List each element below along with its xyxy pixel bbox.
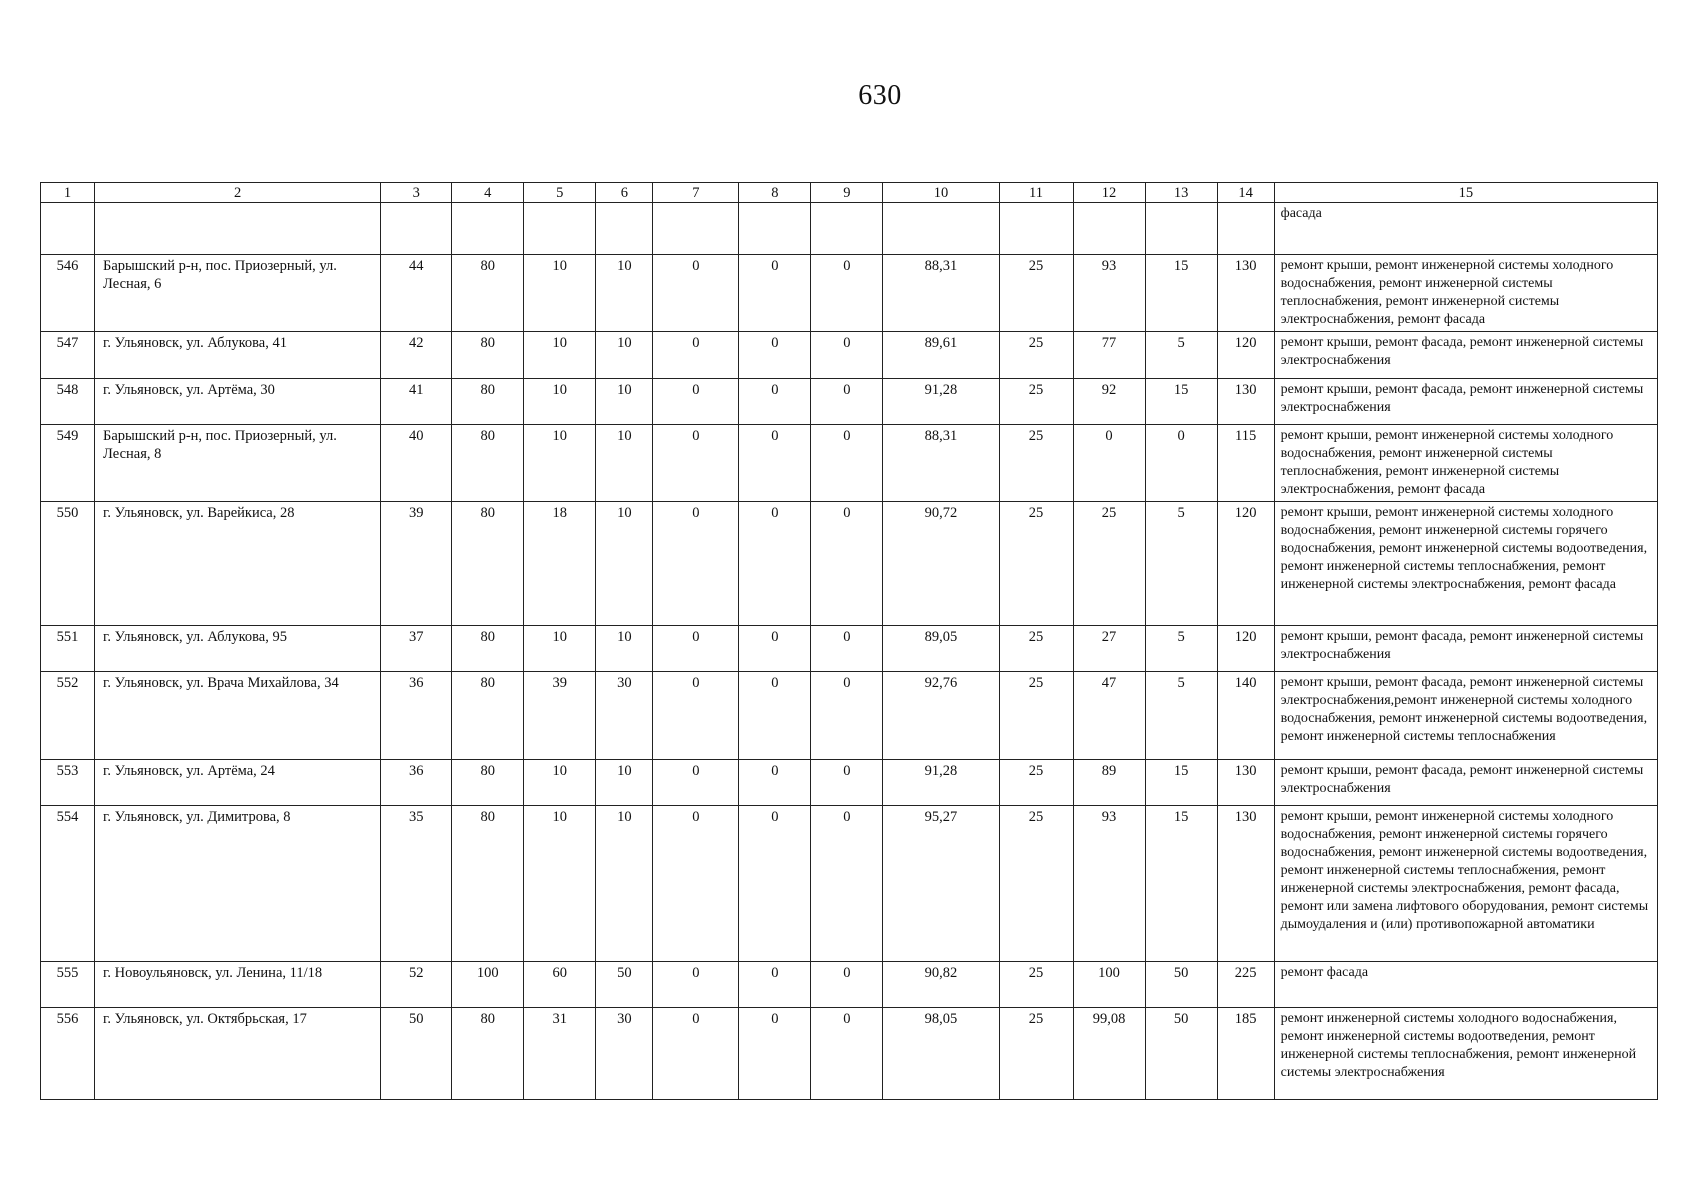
cell-value-col-6: 10 xyxy=(596,255,653,332)
table-row xyxy=(41,760,1658,806)
column-header-12: 12 xyxy=(1073,183,1145,203)
cell-value-col-3: 41 xyxy=(381,379,452,425)
cell-value-col-7: 0 xyxy=(653,332,739,379)
cell-value-col-5: 10 xyxy=(524,379,596,425)
cell-value-col-3: 36 xyxy=(381,760,452,806)
cell-value-col-5: 18 xyxy=(524,502,596,626)
cell-value-col-4: 80 xyxy=(452,425,524,502)
cell-value-col-10: 95,27 xyxy=(883,806,999,962)
cell-value-col-5: 10 xyxy=(524,255,596,332)
cell-value-col-11: 25 xyxy=(999,626,1073,672)
cell-value-col-5: 10 xyxy=(524,806,596,962)
cell-row-number: 550 xyxy=(41,502,95,626)
cell-value-col-9: 0 xyxy=(811,962,883,1008)
cell-value-col-8: 0 xyxy=(739,760,811,806)
cell-empty xyxy=(1145,203,1217,255)
cell-value-col-11: 25 xyxy=(999,760,1073,806)
column-header-9: 9 xyxy=(811,183,883,203)
cell-value-col-3: 50 xyxy=(381,1008,452,1100)
cell-value-col-8: 0 xyxy=(739,806,811,962)
cell-value-col-14: 120 xyxy=(1217,332,1274,379)
cell-value-col-5: 10 xyxy=(524,332,596,379)
cell-value-col-14: 130 xyxy=(1217,379,1274,425)
cell-value-col-7: 0 xyxy=(653,962,739,1008)
cell-value-col-3: 39 xyxy=(381,502,452,626)
continuation-row xyxy=(41,203,1658,255)
cell-value-col-6: 10 xyxy=(596,626,653,672)
cell-value-col-7: 0 xyxy=(653,626,739,672)
cell-value-col-13: 5 xyxy=(1145,332,1217,379)
cell-value-col-13: 5 xyxy=(1145,672,1217,760)
cell-works: ремонт крыши, ремонт фасада, ремонт инженерной системы электроснабжения,ремонт инженерной системы холодного водоснабжения, ремонт инженерной системы водоотведения, ремонт инженерной системы теплоснабжения xyxy=(1274,672,1657,760)
cell-works: ремонт крыши, ремонт фасада, ремонт инженерной системы электроснабжения xyxy=(1274,626,1657,672)
registry-table xyxy=(40,182,1658,1100)
cell-value-col-12: 47 xyxy=(1073,672,1145,760)
cell-works: ремонт крыши, ремонт инженерной системы холодного водоснабжения, ремонт инженерной системы горячего водоснабжения, ремонт инженерной системы водоотведения, ремонт инженерной системы теплоснабжения, ремонт инженерной системы электроснабжения, ремонт фасада, ремонт или замена лифтового оборудования, ремонт системы дымоудаления и (или) противопожарной автоматики xyxy=(1274,806,1657,962)
cell-value-col-3: 44 xyxy=(381,255,452,332)
cell-value-col-7: 0 xyxy=(653,502,739,626)
cell-value-col-7: 0 xyxy=(653,1008,739,1100)
cell-works: ремонт крыши, ремонт фасада, ремонт инженерной системы электроснабжения xyxy=(1274,379,1657,425)
cell-empty xyxy=(1073,203,1145,255)
cell-address: г. Ульяновск, ул. Димитрова, 8 xyxy=(95,806,381,962)
cell-value-col-12: 25 xyxy=(1073,502,1145,626)
column-header-5: 5 xyxy=(524,183,596,203)
table-row xyxy=(41,672,1658,760)
cell-address: Барышский р-н, пос. Приозерный, ул. Лесная, 8 xyxy=(95,425,381,502)
cell-value-col-13: 50 xyxy=(1145,962,1217,1008)
cell-value-col-13: 15 xyxy=(1145,806,1217,962)
cell-empty xyxy=(883,203,999,255)
cell-value-col-8: 0 xyxy=(739,255,811,332)
column-header-6: 6 xyxy=(596,183,653,203)
cell-address: г. Новоульяновск, ул. Ленина, 11/18 xyxy=(95,962,381,1008)
table-body xyxy=(41,203,1658,1100)
cell-value-col-9: 0 xyxy=(811,626,883,672)
cell-value-col-13: 15 xyxy=(1145,255,1217,332)
cell-value-col-7: 0 xyxy=(653,760,739,806)
cell-value-col-10: 91,28 xyxy=(883,379,999,425)
cell-value-col-13: 5 xyxy=(1145,502,1217,626)
cell-empty xyxy=(41,203,95,255)
cell-value-col-6: 30 xyxy=(596,1008,653,1100)
cell-value-col-4: 80 xyxy=(452,626,524,672)
cell-value-col-11: 25 xyxy=(999,379,1073,425)
cell-value-col-12: 77 xyxy=(1073,332,1145,379)
cell-value-col-12: 100 xyxy=(1073,962,1145,1008)
cell-empty xyxy=(653,203,739,255)
cell-works-continuation: фасада xyxy=(1274,203,1657,255)
cell-address: г. Ульяновск, ул. Врача Михайлова, 34 xyxy=(95,672,381,760)
cell-value-col-6: 10 xyxy=(596,425,653,502)
table-row xyxy=(41,1008,1658,1100)
cell-value-col-4: 80 xyxy=(452,1008,524,1100)
cell-row-number: 547 xyxy=(41,332,95,379)
cell-works: ремонт крыши, ремонт инженерной системы холодного водоснабжения, ремонт инженерной системы горячего водоснабжения, ремонт инженерной системы водоотведения, ремонт инженерной системы теплоснабжения, ремонт инженерной системы электроснабжения, ремонт фасада xyxy=(1274,502,1657,626)
table-row xyxy=(41,379,1658,425)
cell-value-col-9: 0 xyxy=(811,672,883,760)
cell-row-number: 549 xyxy=(41,425,95,502)
cell-value-col-9: 0 xyxy=(811,425,883,502)
cell-value-col-9: 0 xyxy=(811,332,883,379)
cell-address: г. Ульяновск, ул. Варейкиса, 28 xyxy=(95,502,381,626)
cell-value-col-7: 0 xyxy=(653,255,739,332)
cell-value-col-10: 89,05 xyxy=(883,626,999,672)
cell-value-col-12: 92 xyxy=(1073,379,1145,425)
cell-value-col-10: 88,31 xyxy=(883,425,999,502)
cell-value-col-14: 130 xyxy=(1217,255,1274,332)
table-row xyxy=(41,502,1658,626)
column-header-2: 2 xyxy=(95,183,381,203)
registry-table-container xyxy=(40,182,1658,1100)
cell-value-col-4: 80 xyxy=(452,672,524,760)
cell-empty xyxy=(452,203,524,255)
cell-value-col-14: 130 xyxy=(1217,806,1274,962)
cell-value-col-4: 80 xyxy=(452,502,524,626)
cell-value-col-5: 60 xyxy=(524,962,596,1008)
cell-value-col-6: 10 xyxy=(596,760,653,806)
cell-value-col-4: 80 xyxy=(452,255,524,332)
cell-value-col-8: 0 xyxy=(739,379,811,425)
cell-value-col-14: 185 xyxy=(1217,1008,1274,1100)
cell-value-col-4: 80 xyxy=(452,806,524,962)
cell-value-col-9: 0 xyxy=(811,806,883,962)
cell-value-col-5: 10 xyxy=(524,626,596,672)
column-header-8: 8 xyxy=(739,183,811,203)
cell-value-col-4: 80 xyxy=(452,760,524,806)
cell-value-col-6: 30 xyxy=(596,672,653,760)
cell-value-col-10: 91,28 xyxy=(883,760,999,806)
cell-value-col-5: 10 xyxy=(524,425,596,502)
cell-value-col-7: 0 xyxy=(653,379,739,425)
cell-value-col-13: 0 xyxy=(1145,425,1217,502)
cell-value-col-11: 25 xyxy=(999,672,1073,760)
cell-value-col-13: 50 xyxy=(1145,1008,1217,1100)
cell-empty xyxy=(999,203,1073,255)
cell-value-col-10: 92,76 xyxy=(883,672,999,760)
cell-value-col-13: 15 xyxy=(1145,379,1217,425)
cell-value-col-7: 0 xyxy=(653,672,739,760)
cell-works: ремонт крыши, ремонт фасада, ремонт инженерной системы электроснабжения xyxy=(1274,332,1657,379)
cell-empty xyxy=(596,203,653,255)
cell-value-col-10: 89,61 xyxy=(883,332,999,379)
cell-row-number: 554 xyxy=(41,806,95,962)
cell-row-number: 548 xyxy=(41,379,95,425)
cell-value-col-10: 88,31 xyxy=(883,255,999,332)
column-number-row xyxy=(41,183,1658,203)
cell-value-col-8: 0 xyxy=(739,626,811,672)
cell-works: ремонт крыши, ремонт фасада, ремонт инженерной системы электроснабжения xyxy=(1274,760,1657,806)
cell-value-col-11: 25 xyxy=(999,255,1073,332)
cell-empty xyxy=(739,203,811,255)
cell-value-col-12: 99,08 xyxy=(1073,1008,1145,1100)
cell-empty xyxy=(811,203,883,255)
cell-value-col-11: 25 xyxy=(999,1008,1073,1100)
column-header-4: 4 xyxy=(452,183,524,203)
cell-value-col-3: 36 xyxy=(381,672,452,760)
table-row xyxy=(41,962,1658,1008)
cell-value-col-9: 0 xyxy=(811,255,883,332)
cell-value-col-6: 10 xyxy=(596,332,653,379)
cell-value-col-14: 115 xyxy=(1217,425,1274,502)
table-row xyxy=(41,332,1658,379)
cell-empty xyxy=(524,203,596,255)
cell-value-col-8: 0 xyxy=(739,672,811,760)
cell-address: г. Ульяновск, ул. Аблукова, 41 xyxy=(95,332,381,379)
table-row xyxy=(41,255,1658,332)
cell-value-col-12: 27 xyxy=(1073,626,1145,672)
column-header-1: 1 xyxy=(41,183,95,203)
cell-value-col-5: 31 xyxy=(524,1008,596,1100)
cell-value-col-9: 0 xyxy=(811,1008,883,1100)
cell-value-col-13: 15 xyxy=(1145,760,1217,806)
cell-value-col-7: 0 xyxy=(653,425,739,502)
cell-value-col-14: 140 xyxy=(1217,672,1274,760)
cell-value-col-6: 10 xyxy=(596,379,653,425)
cell-empty xyxy=(95,203,381,255)
cell-value-col-10: 98,05 xyxy=(883,1008,999,1100)
cell-value-col-9: 0 xyxy=(811,760,883,806)
column-header-15: 15 xyxy=(1274,183,1657,203)
cell-value-col-14: 225 xyxy=(1217,962,1274,1008)
cell-value-col-11: 25 xyxy=(999,962,1073,1008)
cell-value-col-11: 25 xyxy=(999,502,1073,626)
cell-value-col-6: 10 xyxy=(596,806,653,962)
column-header-11: 11 xyxy=(999,183,1073,203)
cell-value-col-8: 0 xyxy=(739,425,811,502)
cell-works: ремонт фасада xyxy=(1274,962,1657,1008)
column-header-3: 3 xyxy=(381,183,452,203)
cell-value-col-10: 90,72 xyxy=(883,502,999,626)
cell-empty xyxy=(1217,203,1274,255)
cell-row-number: 555 xyxy=(41,962,95,1008)
cell-value-col-5: 10 xyxy=(524,760,596,806)
cell-value-col-9: 0 xyxy=(811,502,883,626)
column-header-13: 13 xyxy=(1145,183,1217,203)
column-header-10: 10 xyxy=(883,183,999,203)
cell-value-col-8: 0 xyxy=(739,502,811,626)
cell-value-col-14: 130 xyxy=(1217,760,1274,806)
cell-value-col-9: 0 xyxy=(811,379,883,425)
cell-value-col-4: 100 xyxy=(452,962,524,1008)
cell-address: Барышский р-н, пос. Приозерный, ул. Лесная, 6 xyxy=(95,255,381,332)
table-row xyxy=(41,626,1658,672)
cell-empty xyxy=(381,203,452,255)
cell-value-col-12: 93 xyxy=(1073,255,1145,332)
cell-value-col-8: 0 xyxy=(739,1008,811,1100)
cell-value-col-6: 50 xyxy=(596,962,653,1008)
cell-value-col-12: 89 xyxy=(1073,760,1145,806)
column-header-14: 14 xyxy=(1217,183,1274,203)
cell-value-col-14: 120 xyxy=(1217,502,1274,626)
cell-value-col-11: 25 xyxy=(999,332,1073,379)
cell-row-number: 546 xyxy=(41,255,95,332)
cell-value-col-3: 52 xyxy=(381,962,452,1008)
column-header-7: 7 xyxy=(653,183,739,203)
cell-value-col-6: 10 xyxy=(596,502,653,626)
cell-row-number: 553 xyxy=(41,760,95,806)
cell-value-col-14: 120 xyxy=(1217,626,1274,672)
table-row xyxy=(41,425,1658,502)
cell-value-col-4: 80 xyxy=(452,332,524,379)
cell-row-number: 551 xyxy=(41,626,95,672)
table-row xyxy=(41,806,1658,962)
page-number: 630 xyxy=(858,80,902,111)
cell-value-col-3: 40 xyxy=(381,425,452,502)
table-header xyxy=(41,183,1658,203)
cell-address: г. Ульяновск, ул. Артёма, 30 xyxy=(95,379,381,425)
cell-address: г. Ульяновск, ул. Аблукова, 95 xyxy=(95,626,381,672)
cell-address: г. Ульяновск, ул. Октябрьская, 17 xyxy=(95,1008,381,1100)
cell-value-col-12: 93 xyxy=(1073,806,1145,962)
cell-value-col-10: 90,82 xyxy=(883,962,999,1008)
cell-value-col-3: 37 xyxy=(381,626,452,672)
cell-row-number: 556 xyxy=(41,1008,95,1100)
cell-value-col-11: 25 xyxy=(999,806,1073,962)
cell-works: ремонт инженерной системы холодного водоснабжения, ремонт инженерной системы водоотведения, ремонт инженерной системы теплоснабжения, ремонт инженерной системы электроснабжения xyxy=(1274,1008,1657,1100)
cell-value-col-5: 39 xyxy=(524,672,596,760)
cell-value-col-3: 42 xyxy=(381,332,452,379)
cell-value-col-8: 0 xyxy=(739,962,811,1008)
cell-address: г. Ульяновск, ул. Артёма, 24 xyxy=(95,760,381,806)
cell-works: ремонт крыши, ремонт инженерной системы холодного водоснабжения, ремонт инженерной системы теплоснабжения, ремонт инженерной системы электроснабжения, ремонт фасада xyxy=(1274,425,1657,502)
cell-value-col-11: 25 xyxy=(999,425,1073,502)
cell-value-col-7: 0 xyxy=(653,806,739,962)
cell-row-number: 552 xyxy=(41,672,95,760)
cell-value-col-3: 35 xyxy=(381,806,452,962)
cell-value-col-4: 80 xyxy=(452,379,524,425)
cell-value-col-12: 0 xyxy=(1073,425,1145,502)
cell-works: ремонт крыши, ремонт инженерной системы холодного водоснабжения, ремонт инженерной системы теплоснабжения, ремонт инженерной системы электроснабжения, ремонт фасада xyxy=(1274,255,1657,332)
cell-value-col-13: 5 xyxy=(1145,626,1217,672)
cell-value-col-8: 0 xyxy=(739,332,811,379)
